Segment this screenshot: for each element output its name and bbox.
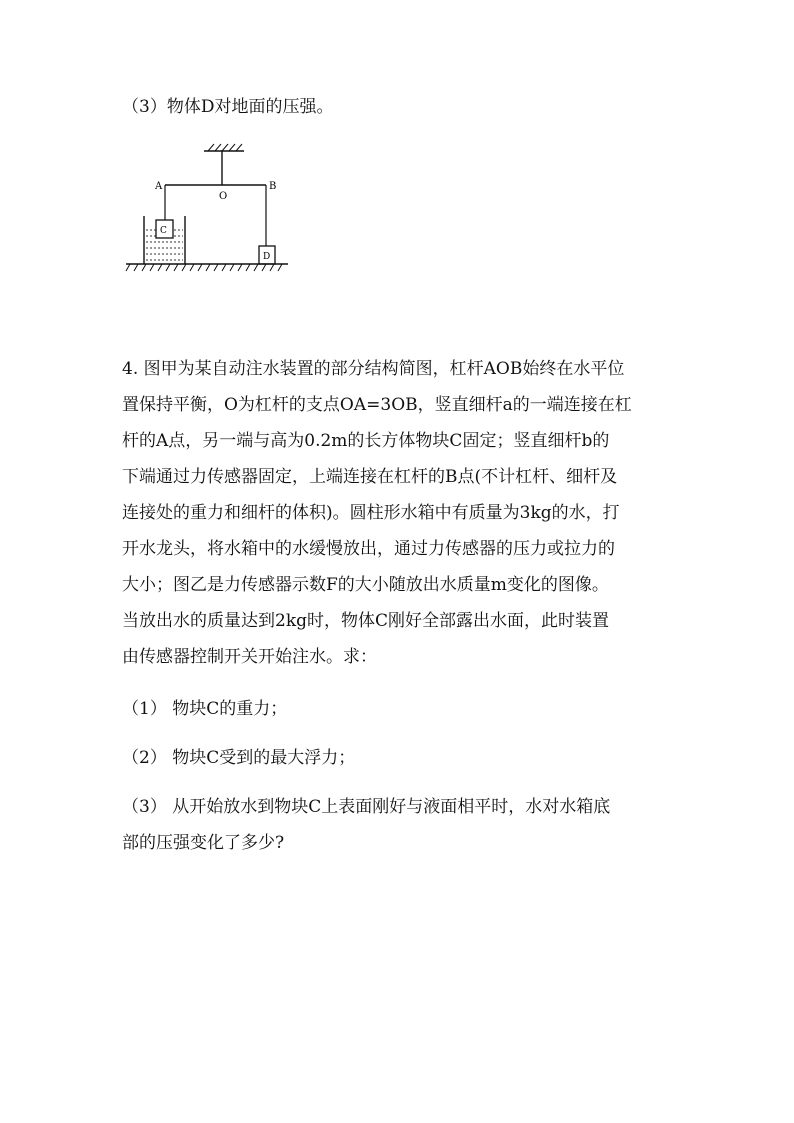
label-D: D (263, 252, 271, 262)
prev-question-3: （3）物体D对地面的压强。 (122, 97, 334, 117)
problem4-line-1: 4. 图甲为某自动注水装置的部分结构简图，杠杆AOB始终在水平位 (122, 359, 625, 379)
sub-question-3-line-2: 部的压强变化了多少? (122, 833, 285, 853)
problem4-line-3: 杆的A点，另一端与高为0.2m的长方体物块C固定；竖直细杆b的 (122, 431, 610, 451)
problem4-line-7: 大小；图乙是力传感器示数F的大小随放出水质量m变化的图像。 (122, 575, 609, 595)
sub-question-3-line-1: （3） 从开始放水到物块C上表面刚好与液面相平时，水对水箱底 (122, 797, 611, 817)
lever-diagram (124, 138, 294, 273)
sub-question-2: （2） 物块C受到的最大浮力； (122, 748, 356, 768)
problem4-line-6: 开水龙头，将水箱中的水缓慢放出，通过力传感器的压力或拉力的 (122, 539, 615, 559)
sub-question-1: （1） 物块C的重力； (122, 699, 288, 719)
problem4-line-8: 当放出水的质量达到2kg时，物体C刚好全部露出水面，此时装置 (122, 611, 610, 631)
label-B: B (269, 181, 277, 192)
problem4-line-4: 下端通过力传感器固定，上端连接在杠杆的B点(不计杠杆、细杆及 (122, 467, 618, 487)
problem4-line-5: 连接处的重力和细杆的体积)。圆柱形水箱中有质量为3kg的水，打 (122, 503, 620, 523)
problem4-line-2: 置保持平衡，O为杠杆的支点OA=3OB，竖直细杆a的一端连接在杠 (122, 395, 632, 415)
label-C: C (160, 226, 167, 236)
problem4-line-9: 由传感器控制开关开始注水。求： (122, 647, 377, 667)
label-A: A (155, 181, 163, 192)
label-O: O (219, 191, 228, 202)
